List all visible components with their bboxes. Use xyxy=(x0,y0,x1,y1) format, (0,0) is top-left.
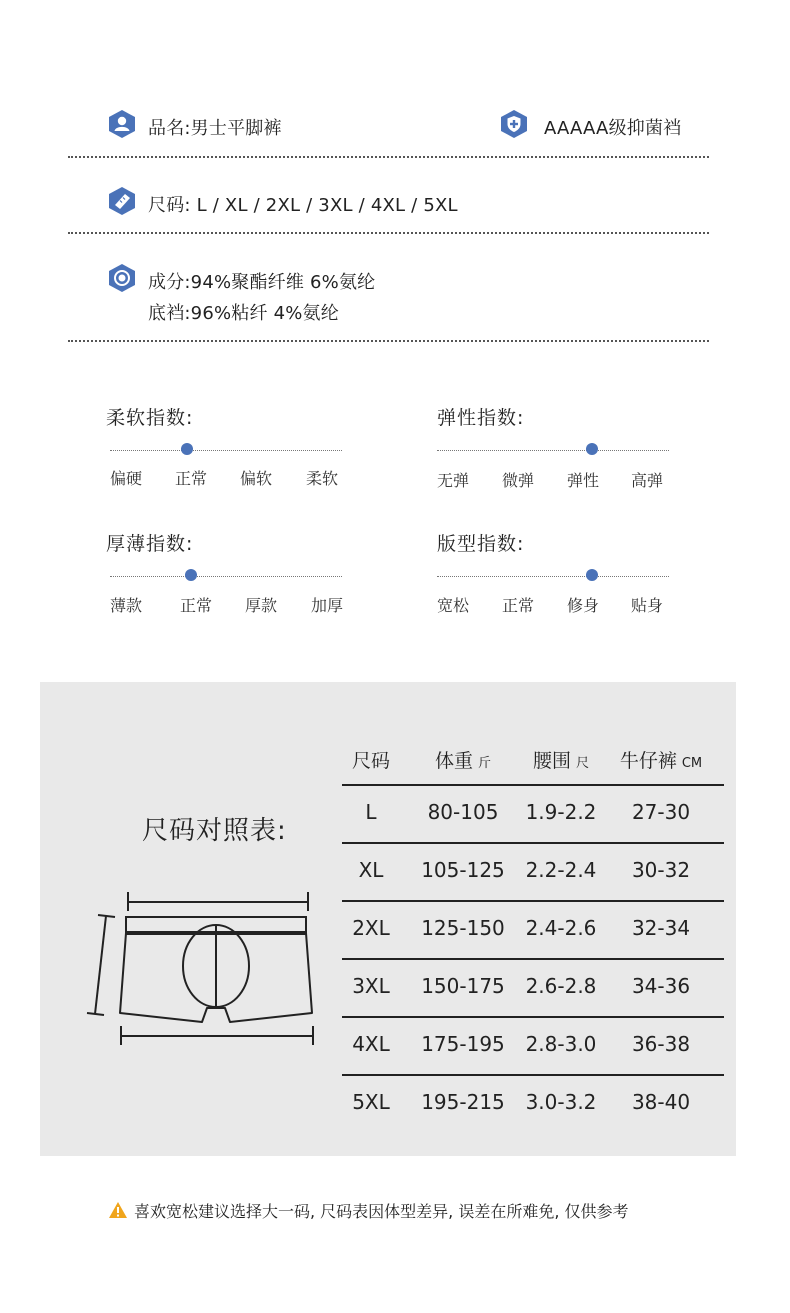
cell-size: 5XL xyxy=(352,1090,390,1114)
size-notice xyxy=(108,1199,629,1223)
index-track xyxy=(437,450,669,451)
header-weight: 体重 斤 xyxy=(434,750,492,772)
cell-jeans: 38-40 xyxy=(631,1090,691,1114)
index-labels xyxy=(431,593,673,613)
index-label: 贴身 xyxy=(630,596,664,615)
index-label: 无弹 xyxy=(436,471,470,490)
header-jeans: 牛仔裤 CM xyxy=(619,750,703,772)
size-chart-title: 尺码对照表: xyxy=(142,816,287,846)
size-table xyxy=(342,738,724,1132)
boxer-diagram xyxy=(86,880,322,1054)
table-row xyxy=(342,958,724,1016)
index-label: 偏软 xyxy=(239,469,273,488)
table-row xyxy=(342,842,724,900)
index-label: 弹性 xyxy=(566,471,600,490)
table-row xyxy=(342,1016,724,1074)
composition-main: 成分:94%聚酯纤维 6%氨纶 xyxy=(148,272,376,293)
index-track xyxy=(110,576,342,577)
cell-waist: 2.8-3.0 xyxy=(525,1032,597,1056)
cell-jeans: 30-32 xyxy=(631,858,691,882)
index-label: 宽松 xyxy=(436,596,470,615)
composition-crotch: 底裆:96%粘纤 4%氨纶 xyxy=(148,303,339,324)
index-track xyxy=(437,576,669,577)
index-label: 厚款 xyxy=(244,596,278,615)
cell-size: 4XL xyxy=(352,1032,390,1056)
cell-waist: 2.6-2.8 xyxy=(525,974,597,998)
shield-icon xyxy=(500,109,528,139)
user-icon xyxy=(108,109,136,139)
index-label: 微弹 xyxy=(501,471,535,490)
table-header xyxy=(342,738,724,784)
index-label: 柔软 xyxy=(305,469,339,488)
index-label: 正常 xyxy=(174,469,208,488)
cell-weight: 80-105 xyxy=(427,800,499,824)
dotted-divider xyxy=(68,340,709,342)
cell-weight: 175-195 xyxy=(421,1032,505,1056)
product-name: 品名:男士平脚裤 xyxy=(148,118,282,139)
index-label: 修身 xyxy=(566,596,600,615)
cell-weight: 150-175 xyxy=(421,974,505,998)
header-size: 尺码 xyxy=(351,750,391,772)
dotted-divider xyxy=(68,232,709,234)
cell-waist: 2.4-2.6 xyxy=(525,916,597,940)
index-label: 正常 xyxy=(179,596,213,615)
cell-jeans: 34-36 xyxy=(631,974,691,998)
index-label: 偏硬 xyxy=(109,469,143,488)
cell-jeans: 32-34 xyxy=(631,916,691,940)
size-list: 尺码: L / XL / 2XL / 3XL / 4XL / 5XL xyxy=(148,195,458,216)
table-row xyxy=(342,784,724,842)
index-labels xyxy=(104,593,346,613)
dotted-divider xyxy=(68,156,709,158)
index-title: 厚薄指数: xyxy=(106,533,194,555)
index-label: 高弹 xyxy=(630,471,664,490)
index-marker xyxy=(586,443,598,455)
index-label: 加厚 xyxy=(310,596,344,615)
warning-icon xyxy=(108,1201,128,1223)
index-title: 柔软指数: xyxy=(106,407,194,429)
header-waist: 腰围 尺 xyxy=(532,750,590,772)
index-title: 版型指数: xyxy=(437,533,525,555)
index-track xyxy=(110,450,342,451)
cell-size: 3XL xyxy=(352,974,390,998)
index-marker xyxy=(181,443,193,455)
cell-waist: 2.2-2.4 xyxy=(525,858,597,882)
cell-waist: 3.0-3.2 xyxy=(525,1090,597,1114)
ruler-icon xyxy=(108,186,136,216)
cell-weight: 195-215 xyxy=(421,1090,505,1114)
fabric-icon xyxy=(108,263,136,293)
cell-weight: 105-125 xyxy=(421,858,505,882)
crotch-feature: AAAAA级抑菌裆 xyxy=(544,118,682,139)
cell-weight: 125-150 xyxy=(421,916,505,940)
index-marker xyxy=(185,569,197,581)
index-labels xyxy=(431,468,673,488)
index-label: 薄款 xyxy=(109,596,143,615)
cell-size: XL xyxy=(358,858,384,882)
cell-size: 2XL xyxy=(352,916,390,940)
table-row xyxy=(342,900,724,958)
index-label: 正常 xyxy=(501,596,535,615)
table-row xyxy=(342,1074,724,1132)
cell-jeans: 36-38 xyxy=(631,1032,691,1056)
cell-waist: 1.9-2.2 xyxy=(525,800,597,824)
cell-jeans: 27-30 xyxy=(631,800,691,824)
index-marker xyxy=(586,569,598,581)
index-title: 弹性指数: xyxy=(437,407,525,429)
notice-text: 喜欢宽松建议选择大一码, 尺码表因体型差异, 误差在所难免, 仅供参考 xyxy=(134,1202,629,1221)
cell-size: L xyxy=(365,800,377,824)
index-labels xyxy=(104,466,346,486)
